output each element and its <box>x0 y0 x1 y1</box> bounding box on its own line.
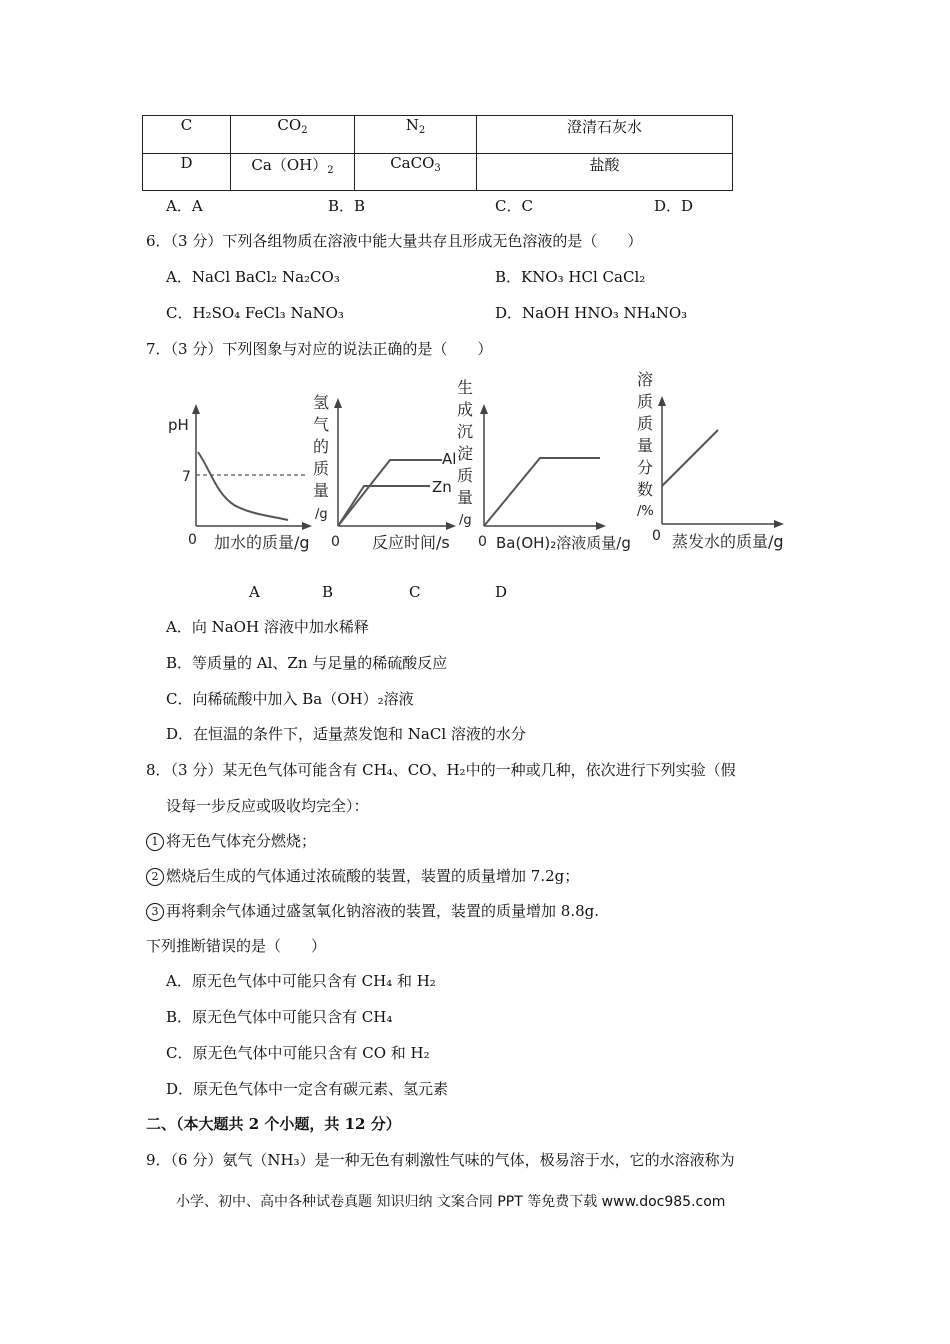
graph-a-ylabel: pH <box>168 416 189 434</box>
circled-number: 3 <box>146 903 164 921</box>
cell-text: C <box>180 116 193 134</box>
cell-text: CaCO <box>390 154 435 172</box>
table-cell <box>231 154 355 191</box>
cell-subscript: 3 <box>434 163 441 174</box>
table-cell <box>143 116 231 154</box>
series-al-line <box>338 460 442 526</box>
graph-c <box>457 378 631 552</box>
ylabel-char: 质 <box>637 414 654 433</box>
cell-subscript: 2 <box>327 165 334 176</box>
graph-a-xlabel: 加水的质量/g <box>214 533 310 552</box>
table-cell <box>477 154 733 191</box>
ylabel-char: 质 <box>313 459 330 478</box>
q9-stem: 9．（6 分）氨气（NH₃）是一种无色有刺激性气味的气体，极易溶于水，它的水溶液称为 <box>146 1151 735 1169</box>
table-cell <box>231 116 355 154</box>
table-cell <box>355 116 477 154</box>
graph-letter-d: D <box>495 583 508 601</box>
ylabel-char: 数 <box>637 480 654 499</box>
ylabel-char: 沉 <box>457 422 474 441</box>
q6-stem: 6．（3 分）下列各组物质在溶液中能大量共存且形成无色溶液的是（ ） <box>146 232 643 250</box>
q5-option-c: C．C <box>495 197 533 215</box>
cell-subscript: 2 <box>301 125 308 136</box>
q7-option-d: D．在恒温的条件下，适量蒸发饱和 NaCl 溶液的水分 <box>166 725 526 743</box>
q8-step-1 <box>146 831 316 851</box>
ylabel-char: 分 <box>637 458 654 477</box>
section-heading: 二、（本大题共 2 个小题，共 12 分） <box>146 1115 401 1133</box>
q8-ask: 下列推断错误的是（ ） <box>146 937 327 955</box>
table-cell <box>143 154 231 191</box>
cell-text: CO <box>277 116 302 134</box>
q8-stem: 8．（3 分）某无色气体可能含有 CH₄、CO、H₂中的一种或几种，依次进行下列实验（假 <box>146 761 736 779</box>
circled-number: 1 <box>146 833 164 851</box>
ylabel-char: 质 <box>637 392 654 411</box>
series-label-zn: Zn <box>432 478 452 496</box>
q7-option-a: A．向 NaOH 溶液中加水稀释 <box>166 618 369 636</box>
graph-letter-c: C <box>409 583 421 601</box>
series-zn-line <box>338 486 430 526</box>
q6-option-a: A．NaCl BaCl₂ Na₂CO₃ <box>166 268 340 286</box>
q6-option-d: D．NaOH HNO₃ NH₄NO₃ <box>495 304 688 322</box>
graph-c-xlabel: Ba(OH)₂溶液质量/g <box>496 534 631 552</box>
cell-text: D <box>180 154 193 172</box>
graph-b <box>313 393 456 552</box>
ylabel-char: 溶 <box>637 370 654 389</box>
graph-a-tick-7: 7 <box>182 469 191 485</box>
cell-text: Ca（OH） <box>251 156 328 174</box>
ylabel-char: 质 <box>457 466 474 485</box>
q7-option-b: B．等质量的 Al、Zn 与足量的稀硫酸反应 <box>166 654 448 672</box>
ylabel-char: 生 <box>457 378 474 397</box>
cell-text: 盐酸 <box>589 156 620 174</box>
q5-option-b: B．B <box>328 197 366 215</box>
ylabel-char: 气 <box>313 415 330 434</box>
table-row <box>143 116 733 154</box>
q6-option-c: C．H₂SO₄ FeCl₃ NaNO₃ <box>166 304 344 322</box>
ylabel-char: 成 <box>457 400 474 419</box>
q8-option-c: C．原无色气体中可能只含有 CO 和 H₂ <box>166 1044 430 1062</box>
q8-stem-continued: 设每一步反应或吸收均完全）： <box>166 797 369 815</box>
q7-graphs-figure <box>150 368 800 558</box>
ylabel-char: /g <box>315 507 328 522</box>
table-cell <box>477 116 733 154</box>
series-label-al: Al <box>442 450 457 468</box>
ylabel-char: /g <box>459 513 472 528</box>
q7-stem: 7．（3 分）下列图象与对应的说法正确的是（ ） <box>146 340 493 358</box>
table-row <box>143 154 733 191</box>
table-cell <box>355 154 477 191</box>
ylabel-char: 量 <box>313 481 330 500</box>
graph-b-ylabel <box>313 393 329 522</box>
graph-b-xlabel: 反应时间/s <box>372 533 450 552</box>
ylabel-char: 氢 <box>313 393 330 412</box>
q8-option-d: D．原无色气体中一定含有碳元素、氢元素 <box>166 1080 449 1098</box>
ylabel-char: 量 <box>637 436 654 455</box>
q7-option-c: C．向稀硫酸中加入 Ba（OH）₂溶液 <box>166 690 414 708</box>
graph-a <box>168 404 312 552</box>
q6-option-b: B．KNO₃ HCl CaCl₂ <box>495 268 646 286</box>
page-footer: 小学、初中、高中各种试卷真题 知识归纳 文案合同 PPT 等免费下载 www.doc985.com <box>176 1194 726 1210</box>
cell-text: N <box>405 116 419 134</box>
graph-d-xlabel: 蒸发水的质量/g <box>672 532 784 551</box>
q8-option-b: B．原无色气体中可能只含有 CH₄ <box>166 1008 393 1026</box>
cell-subscript: 2 <box>418 125 426 136</box>
graph-d <box>637 370 784 551</box>
options-table <box>142 115 733 191</box>
graph-a-origin: 0 <box>188 532 197 548</box>
q8-option-a: A．原无色气体中可能只含有 CH₄ 和 H₂ <box>166 972 436 990</box>
graph-d-ylabel <box>637 370 654 519</box>
step-text: 再将剩余气体通过盛氢氧化钠溶液的装置，装置的质量增加 8.8g. <box>166 902 599 920</box>
step-text: 燃烧后生成的气体通过浓硫酸的装置，装置的质量增加 7.2g； <box>166 867 580 885</box>
step-text: 将无色气体充分燃烧； <box>166 832 317 850</box>
ylabel-char: 量 <box>457 488 474 507</box>
graph-c-ylabel <box>457 378 473 528</box>
ylabel-char: /% <box>637 504 654 519</box>
q5-option-a: A．A <box>166 197 203 215</box>
graph-d-origin: 0 <box>652 528 661 544</box>
q8-step-3 <box>146 901 599 921</box>
graph-b-origin: 0 <box>331 534 340 550</box>
q8-step-2 <box>146 866 579 886</box>
ylabel-char: 淀 <box>457 444 474 463</box>
q5-option-d: D．D <box>654 197 694 215</box>
graph-c-origin: 0 <box>478 534 487 550</box>
circled-number: 2 <box>146 868 164 886</box>
cell-text: 澄清石灰水 <box>566 118 642 136</box>
graph-letter-a: A <box>249 583 260 601</box>
ylabel-char: 的 <box>313 437 330 456</box>
graph-letter-b: B <box>322 583 334 601</box>
